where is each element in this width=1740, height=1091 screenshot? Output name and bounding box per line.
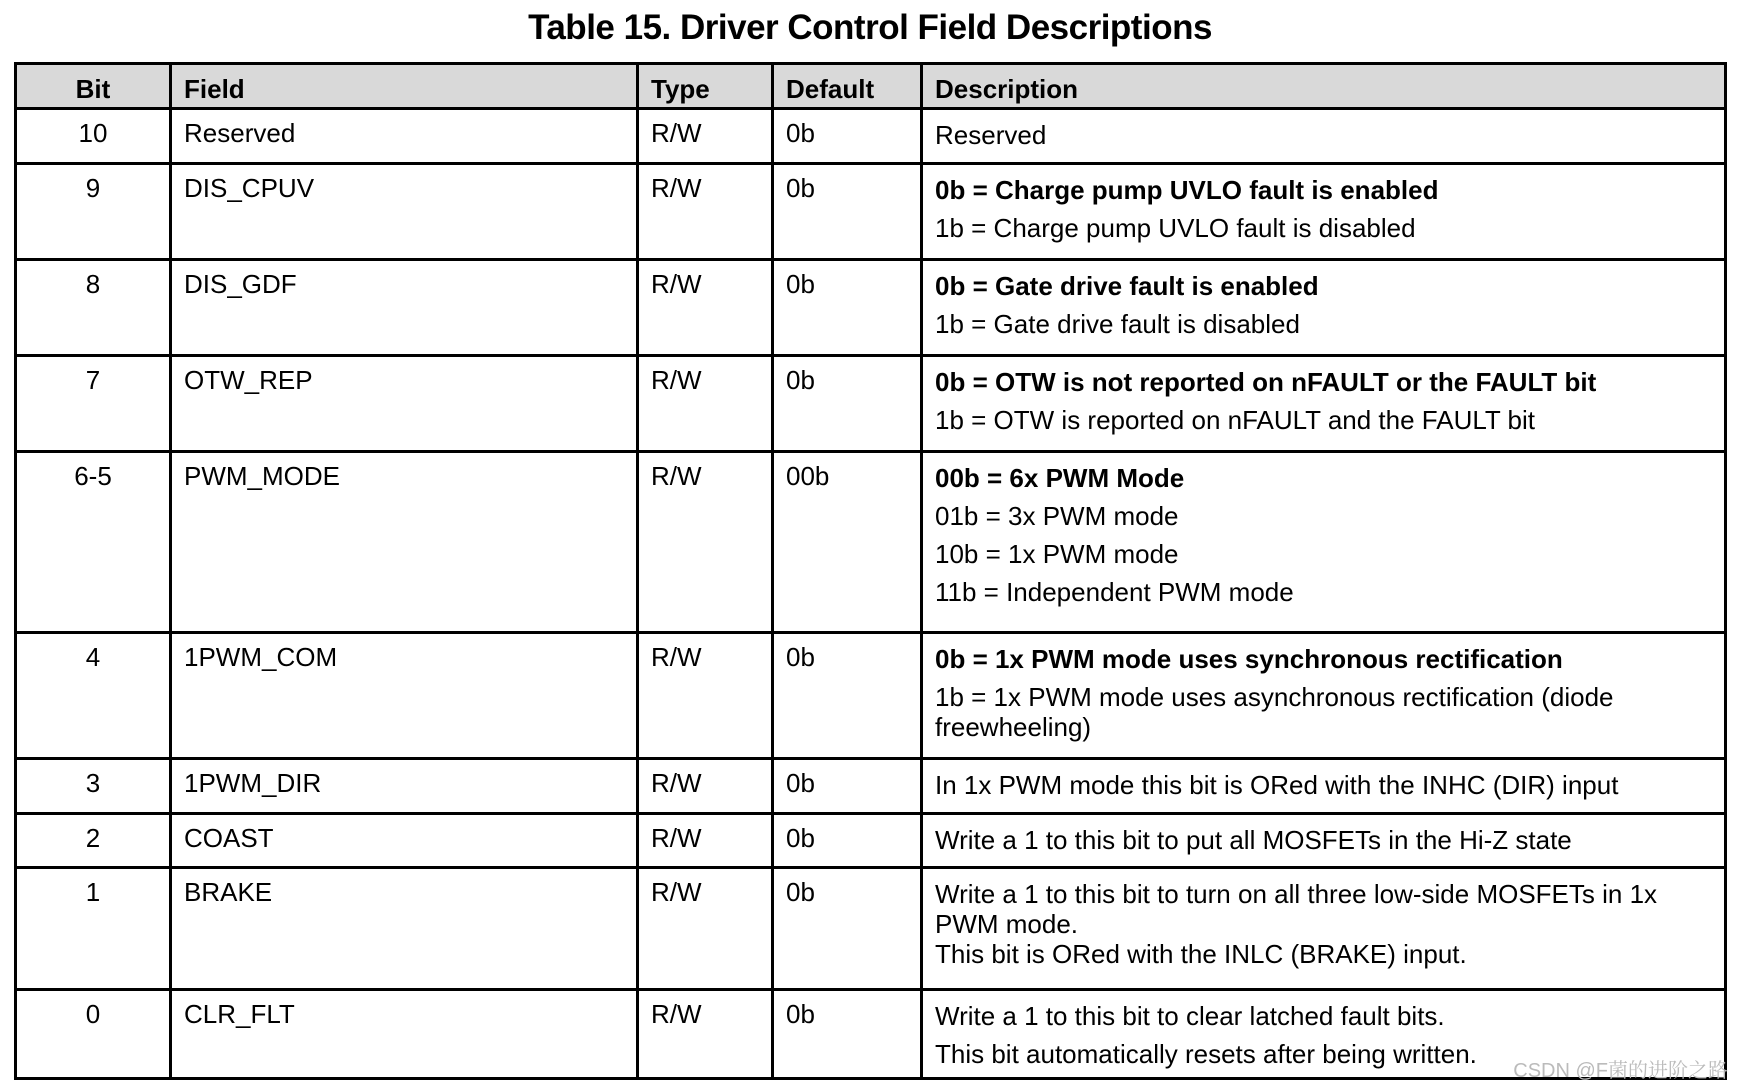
table-row [16, 260, 1726, 356]
description-line: 01b = 3x PWM mode [935, 501, 1179, 531]
cell-field: PWM_MODE [171, 452, 638, 633]
cell-type: R/W [638, 260, 773, 356]
header-field: Field [171, 64, 638, 109]
cell-type: R/W [638, 759, 773, 814]
description-line: 1b = Charge pump UVLO fault is disabled [935, 213, 1416, 243]
cell-default: 00b [773, 452, 922, 633]
cell-default: 0b [773, 260, 922, 356]
cell-description [922, 759, 1726, 814]
cell-type: R/W [638, 868, 773, 990]
cell-default: 0b [773, 868, 922, 990]
description-line: 00b = 6x PWM Mode [935, 463, 1185, 493]
table-row [16, 868, 1726, 990]
description-line: 1b = Gate drive fault is disabled [935, 309, 1300, 339]
table-row [16, 109, 1726, 164]
cell-field: DIS_CPUV [171, 164, 638, 260]
cell-field: 1PWM_DIR [171, 759, 638, 814]
cell-bit: 9 [16, 164, 171, 260]
cell-bit: 3 [16, 759, 171, 814]
header-type: Type [638, 64, 773, 109]
table-header-row [16, 64, 1726, 109]
cell-field: COAST [171, 814, 638, 868]
table-row [16, 633, 1726, 759]
header-bit: Bit [16, 64, 171, 109]
description-line: Write a 1 to this bit to turn on all three low-side MOSFETs in 1x PWM mode. [935, 879, 1658, 939]
cell-bit: 1 [16, 868, 171, 990]
cell-field: DIS_GDF [171, 260, 638, 356]
cell-default: 0b [773, 109, 922, 164]
cell-field: CLR_FLT [171, 990, 638, 1079]
description-line: 0b = Charge pump UVLO fault is enabled [935, 175, 1439, 205]
cell-field: Reserved [171, 109, 638, 164]
description-line: This bit is ORed with the INLC (BRAKE) input. [935, 939, 1467, 969]
cell-type: R/W [638, 990, 773, 1079]
cell-bit: 6-5 [16, 452, 171, 633]
cell-default: 0b [773, 759, 922, 814]
table-row [16, 814, 1726, 868]
cell-bit: 7 [16, 356, 171, 452]
cell-type: R/W [638, 452, 773, 633]
cell-description [922, 109, 1726, 164]
cell-description [922, 164, 1726, 260]
table-title: Table 15. Driver Control Field Descriptions [528, 8, 1212, 47]
cell-bit: 4 [16, 633, 171, 759]
watermark: CSDN @F菌的进阶之路 [1513, 1060, 1728, 1082]
cell-field: BRAKE [171, 868, 638, 990]
cell-type: R/W [638, 633, 773, 759]
header-default: Default [773, 64, 922, 109]
cell-default: 0b [773, 633, 922, 759]
cell-type: R/W [638, 356, 773, 452]
cell-bit: 2 [16, 814, 171, 868]
description-line: 10b = 1x PWM mode [935, 539, 1179, 569]
cell-bit: 0 [16, 990, 171, 1079]
cell-type: R/W [638, 109, 773, 164]
cell-default: 0b [773, 814, 922, 868]
cell-bit: 8 [16, 260, 171, 356]
cell-description [922, 356, 1726, 452]
cell-description [922, 260, 1726, 356]
header-description: Description [922, 64, 1726, 109]
description-line: 1b = OTW is reported on nFAULT and the FAULT bit [935, 405, 1535, 435]
cell-description [922, 814, 1726, 868]
cell-bit: 10 [16, 109, 171, 164]
cell-default: 0b [773, 990, 922, 1079]
cell-type: R/W [638, 814, 773, 868]
cell-default: 0b [773, 164, 922, 260]
cell-description [922, 868, 1726, 990]
cell-description [922, 452, 1726, 633]
cell-description [922, 633, 1726, 759]
description-line: 1b = 1x PWM mode uses asynchronous rectification (diode freewheeling) [935, 682, 1614, 742]
cell-field: OTW_REP [171, 356, 638, 452]
driver-control-table [14, 62, 1727, 1080]
description-line: Reserved [935, 120, 1047, 150]
cell-default: 0b [773, 356, 922, 452]
cell-type: R/W [638, 164, 773, 260]
description-line: Write a 1 to this bit to put all MOSFETs in the Hi-Z state [935, 825, 1572, 855]
description-line: This bit automatically resets after being written. [935, 1039, 1477, 1069]
table-row [16, 356, 1726, 452]
description-line: 0b = OTW is not reported on nFAULT or the FAULT bit [935, 367, 1597, 397]
cell-field: 1PWM_COM [171, 633, 638, 759]
table-row [16, 164, 1726, 260]
table-row [16, 990, 1726, 1079]
table-row [16, 759, 1726, 814]
description-line: 11b = Independent PWM mode [935, 577, 1294, 607]
description-line: In 1x PWM mode this bit is ORed with the INHC (DIR) input [935, 770, 1619, 800]
description-line: Write a 1 to this bit to clear latched fault bits. [935, 1001, 1445, 1031]
description-line: 0b = Gate drive fault is enabled [935, 271, 1319, 301]
description-line: 0b = 1x PWM mode uses synchronous rectification [935, 644, 1563, 674]
table-row [16, 452, 1726, 633]
